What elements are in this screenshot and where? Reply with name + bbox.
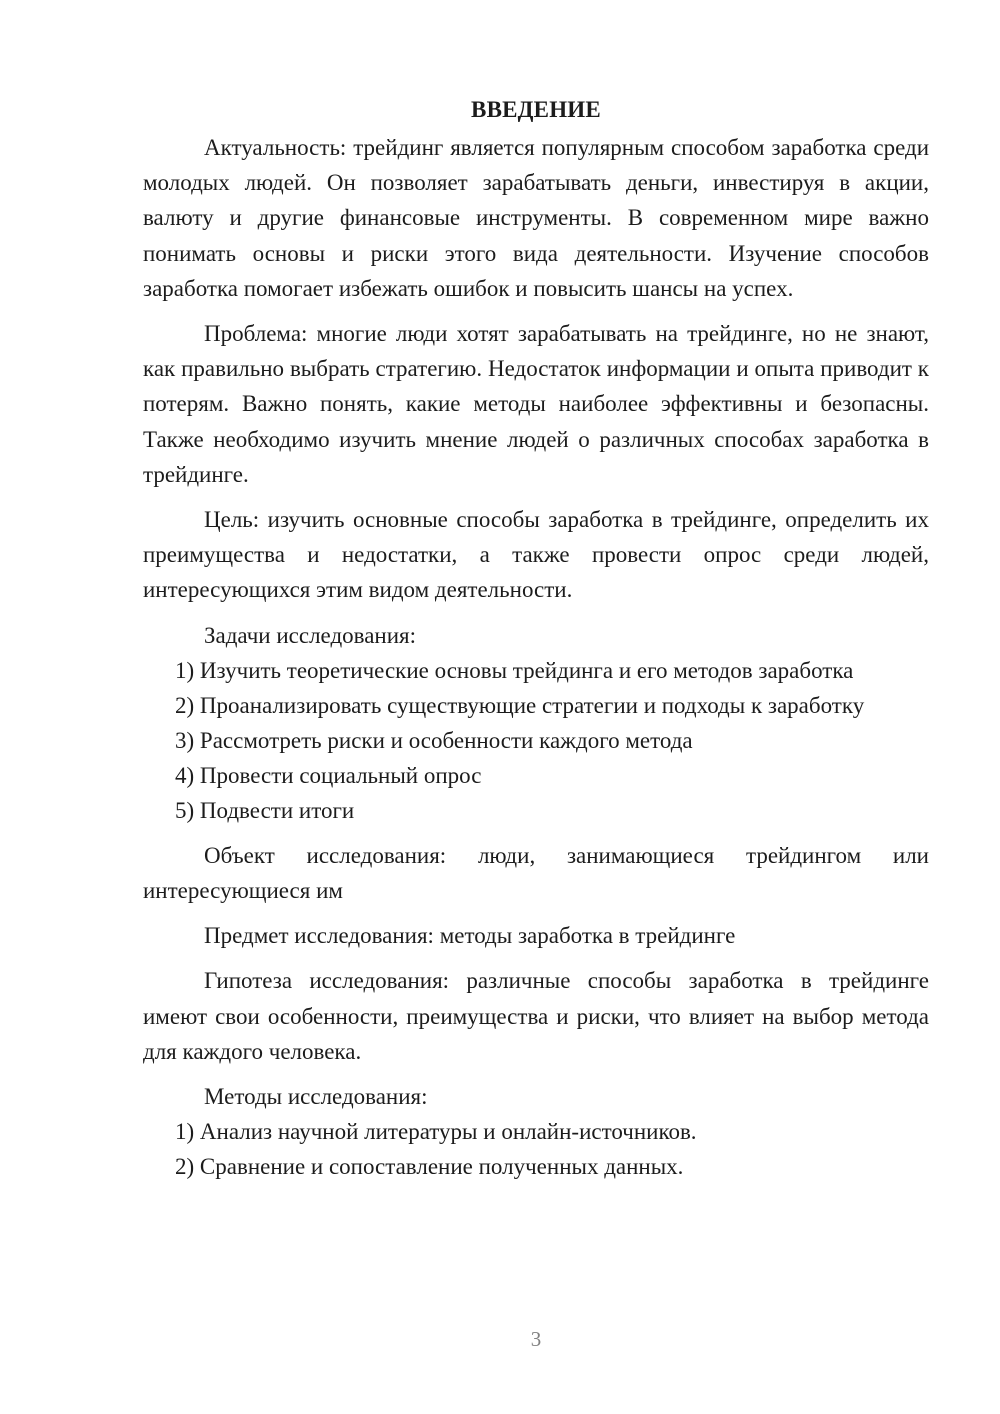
list-item: 5) Подвести итоги <box>175 797 355 823</box>
tasks-title: Задачи исследования: <box>204 622 417 648</box>
paragraph-problem: Проблема: многие люди хотят зарабатывать на трейдинге, но не знают, как правильно выбрать стратегию. Недостаток информации и опыта приводит к потерям. Важно понять, какие методы наиболее эффективны и безопасны. Также необходимо изучить мнение людей о различных способах заработка в трейдинге. <box>143 321 929 487</box>
methods-title: Методы исследования: <box>204 1084 428 1110</box>
paragraph-object: Объект исследования: люди, занимающиеся трейдингом или интересующиеся им <box>143 842 929 904</box>
list-item: 1) Анализ научной литературы и онлайн-источников. <box>175 1119 697 1145</box>
methods-list <box>143 1114 929 1184</box>
list-item: 1) Изучить теоретические основы трейдинга и его методов заработка <box>175 657 854 683</box>
document-page <box>143 92 929 1184</box>
page-title: ВВЕДЕНИЕ <box>471 97 601 122</box>
tasks-list <box>143 653 929 828</box>
page-number: 3 <box>530 1327 542 1351</box>
list-item: 2) Сравнение и сопоставление полученных данных. <box>175 1154 684 1180</box>
list-item: 2) Проанализировать существующие стратегии и подходы к заработку <box>175 692 865 718</box>
paragraph-goal: Цель: изучить основные способы заработка в трейдинге, определить их преимущества и недостатки, а также провести опрос среди людей, интересующихся этим видом деятельности. <box>143 507 929 603</box>
paragraph-hypothesis: Гипотеза исследования: различные способы заработка в трейдинге имеют свои особенности, преимущества и риски, что влияет на выбор метода для каждого человека. <box>143 968 929 1064</box>
list-item: 3) Рассмотреть риски и особенности каждого метода <box>175 727 693 753</box>
paragraph-relevance: Актуальность: трейдинг является популярным способом заработка среди молодых людей. Он позволяет зарабатывать деньги, инвестируя в акции, валюту и другие финансовые инструменты. В современном мире важно понимать основы и риски этого вида деятельности. Изучение способов заработка помогает избежать ошибок и повысить шансы на успех. <box>143 135 929 301</box>
list-item: 4) Провести социальный опрос <box>175 762 482 788</box>
paragraph-subject: Предмет исследования: методы заработка в трейдинге <box>204 923 736 949</box>
